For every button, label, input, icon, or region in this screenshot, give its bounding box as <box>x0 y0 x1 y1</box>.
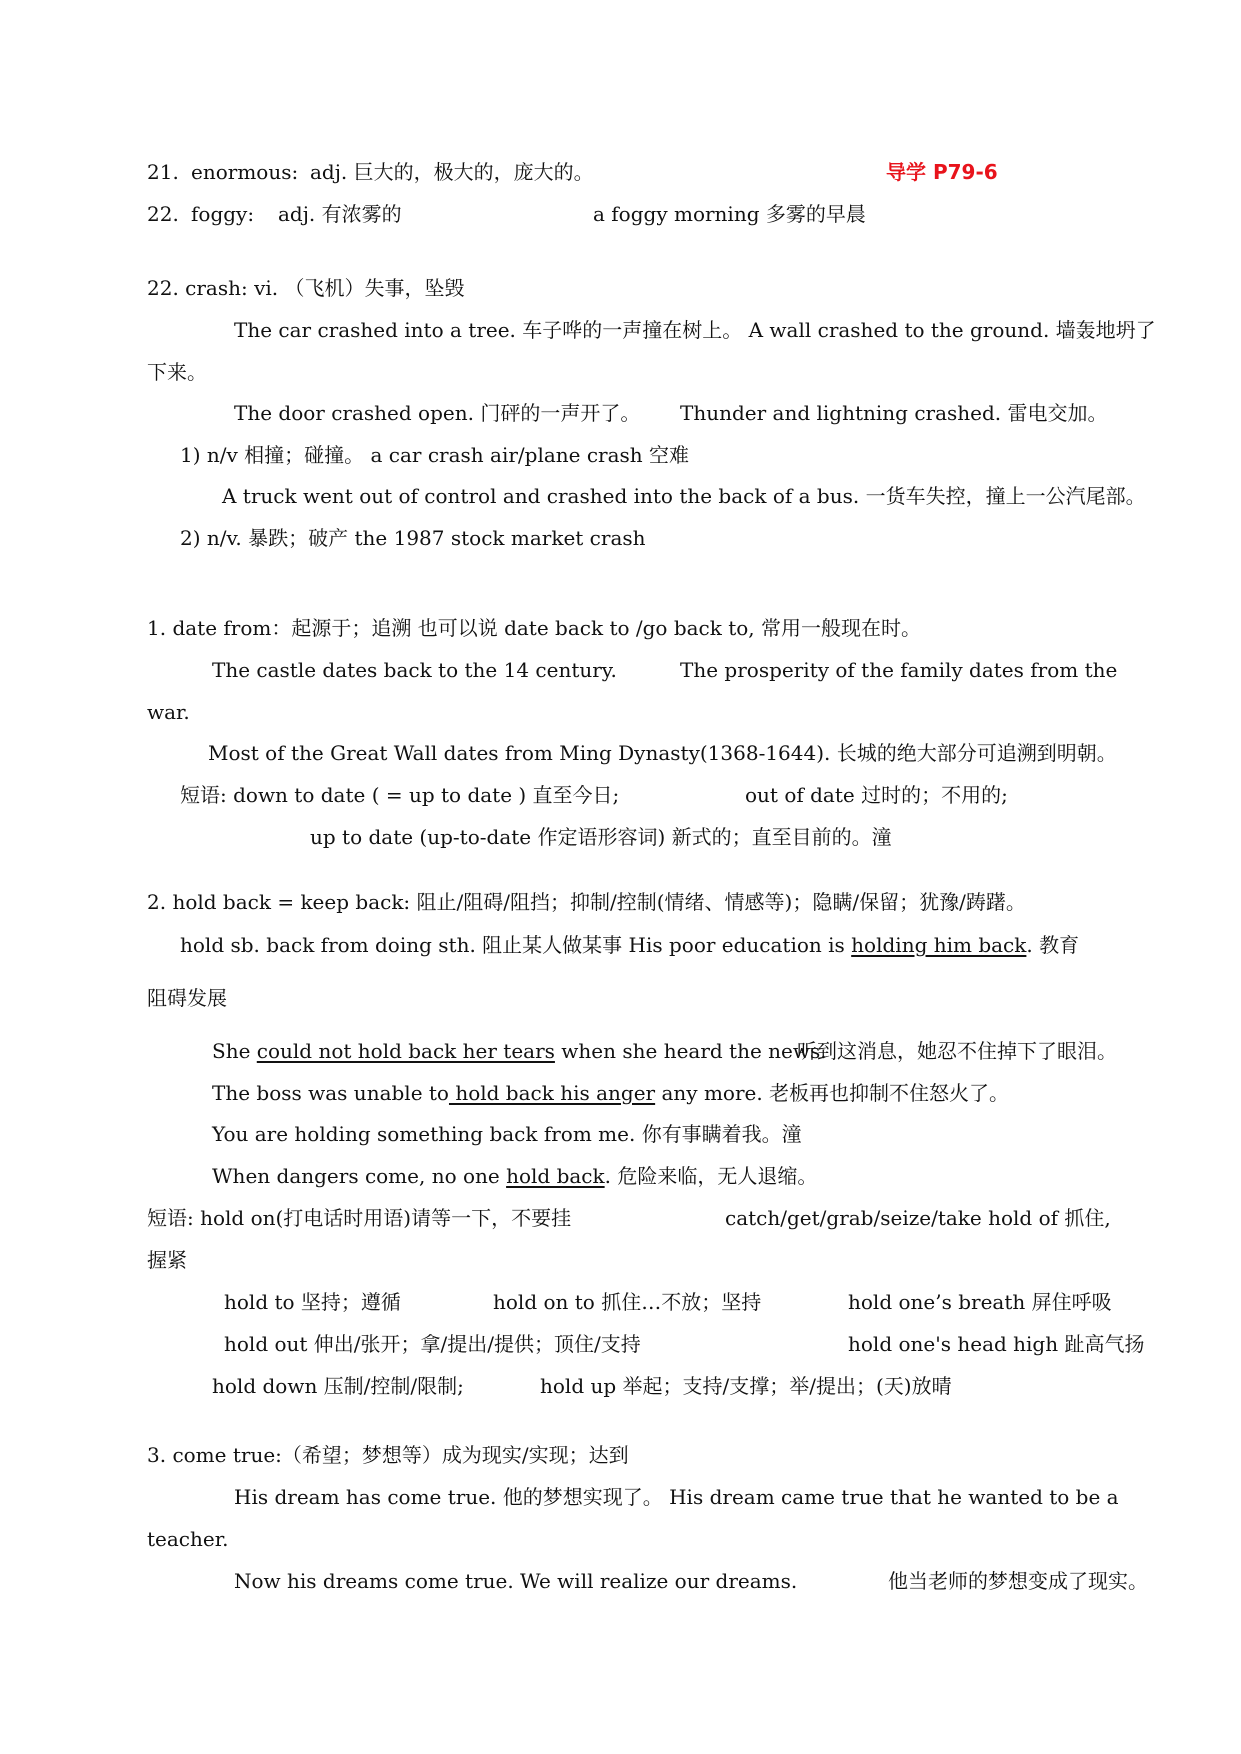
phrase-3-line1: His dream has come true. 他的梦想实现了。 His dream came true that he wanted to be a <box>234 1485 1119 1509</box>
entry-22a-number: 22. <box>147 202 179 226</box>
phrase-2-example1 <box>212 1039 827 1063</box>
phrase-2-example4-underlined: hold back <box>506 1164 605 1188</box>
phrase-1-phrases-1a: 短语: down to date ( = up to date ) 直至今日; <box>180 783 620 807</box>
phrase-2-phrases-1b: catch/get/grab/seize/take hold of 抓住, <box>725 1206 1111 1230</box>
entry-21-number: 21. <box>147 160 179 184</box>
entry-21-definition: adj. 巨大的，极大的，庞大的。 <box>310 160 594 184</box>
phrase-2-example1-underlined: could not hold back her tears <box>256 1039 555 1063</box>
phrase-1-line1b: The prosperity of the family dates from the <box>680 658 1118 682</box>
phrase-2-phrases-3b: hold on to 抓住…不放；坚持 <box>493 1290 762 1314</box>
phrase-2-example2-text: The boss was unable to <box>212 1081 449 1105</box>
entry-22a-example: a foggy morning 多雾的早晨 <box>593 202 866 226</box>
phrase-2-example4 <box>212 1164 817 1188</box>
phrase-2-example1-translation: 听到这消息，她忍不住掉下了眼泪。 <box>797 1039 1117 1063</box>
phrase-2-phrases-4b: hold one's head high 趾高气扬 <box>848 1332 1145 1356</box>
entry-21-word: enormous: <box>191 160 299 184</box>
phrase-2-phrases-2: 握紧 <box>147 1248 187 1272</box>
phrase-2-phrases-5a: hold down 压制/控制/限制; <box>212 1374 464 1398</box>
phrase-3-line3b: 他当老师的梦想变成了现实。 <box>888 1569 1148 1593</box>
phrase-2-example2 <box>212 1081 1009 1105</box>
phrase-1-line1a: The castle dates back to the 14 century. <box>212 658 617 682</box>
entry-22b-line2: 下来。 <box>147 360 207 384</box>
phrase-2-example1-text: She <box>212 1039 257 1063</box>
phrase-2-example2-underlined: hold back his anger <box>448 1081 656 1105</box>
phrase-1-line2: war. <box>147 700 190 724</box>
phrase-1-phrases-1b: out of date 过时的；不用的; <box>745 783 1008 807</box>
phrase-2-example1-tail: when she heard the news. <box>554 1039 827 1063</box>
phrase-2-phrases-1a: 短语: hold on(打电话时用语)请等一下，不要挂 <box>147 1206 572 1230</box>
phrase-2-example4-text: When dangers come, no one <box>212 1164 507 1188</box>
phrase-2-phrases-3c: hold one’s breath 屏住呼吸 <box>848 1290 1112 1314</box>
phrase-2-line2: 阻碍发展 <box>147 986 227 1010</box>
phrase-2-phrases-4a: hold out 伸出/张开；拿/提出/提供；顶住/支持 <box>224 1332 641 1356</box>
phrase-2-example3: You are holding something back from me. 你有事瞒着我。潼 <box>212 1122 802 1146</box>
entry-22b-sense1: 1) n/v 相撞；碰撞。 a car crash air/plane crash 空难 <box>180 443 690 467</box>
entry-22b-line3b: Thunder and lightning crashed. 雷电交加。 <box>680 401 1108 425</box>
phrase-2-phrases-5b: hold up 举起；支持/支撑；举/提出；(天)放晴 <box>540 1374 952 1398</box>
phrase-2-example2-tail: any more. 老板再也抑制不住怒火了。 <box>655 1081 1010 1105</box>
phrase-2-line1 <box>180 933 1079 957</box>
phrase-3-line2: teacher. <box>147 1527 229 1551</box>
entry-22b-line1: The car crashed into a tree. 车子哗的一声撞在树上。 A wall crashed to the ground. 墙轰地坍了 <box>234 318 1156 342</box>
phrase-2-example4-tail: . 危险来临，无人退缩。 <box>604 1164 818 1188</box>
phrase-2-line1-underlined: holding him back <box>851 933 1027 957</box>
phrase-2-phrases-3a: hold to 坚持；遵循 <box>224 1290 401 1314</box>
entry-22b-sense1-example: A truck went out of control and crashed into the back of a bus. 一货车失控，撞上一公汽尾部。 <box>222 484 1146 508</box>
entry-22a-word: foggy: <box>191 202 255 226</box>
phrase-1-phrases-2: up to date (up-to-date 作定语形容词) 新式的；直至目前的。潼 <box>310 825 892 849</box>
entry-22b-sense2: 2) n/v. 暴跌；破产 the 1987 stock market crash <box>180 526 646 550</box>
entry-22b-heading: 22. crash: vi. （飞机）失事，坠毁 <box>147 276 465 300</box>
entry-22b-line3a: The door crashed open. 门砰的一声开了。 <box>234 401 641 425</box>
phrase-2-heading: 2. hold back = keep back: 阻止/阻碍/阻挡；抑制/控制(情绪、情感等)；隐瞒/保留；犹豫/踌躇。 <box>147 890 1026 914</box>
phrase-2-line1-text: hold sb. back from doing sth. 阻止某人做某事 His poor education is <box>180 933 852 957</box>
entry-22a-definition: adj. 有浓雾的 <box>278 202 402 226</box>
phrase-3-line3a: Now his dreams come true. We will realize our dreams. <box>234 1569 798 1593</box>
phrase-3-heading: 3. come true:（希望；梦想等）成为现实/实现；达到 <box>147 1443 629 1467</box>
phrase-1-heading: 1. date from：起源于；追溯 也可以说 date back to /go back to, 常用一般现在时。 <box>147 616 922 640</box>
entry-21-reference: 导学 P79-6 <box>886 160 998 184</box>
phrase-2-line1-tail: . 教育 <box>1026 933 1080 957</box>
phrase-1-line3: Most of the Great Wall dates from Ming Dynasty(1368-1644). 长城的绝大部分可追溯到明朝。 <box>208 741 1117 765</box>
